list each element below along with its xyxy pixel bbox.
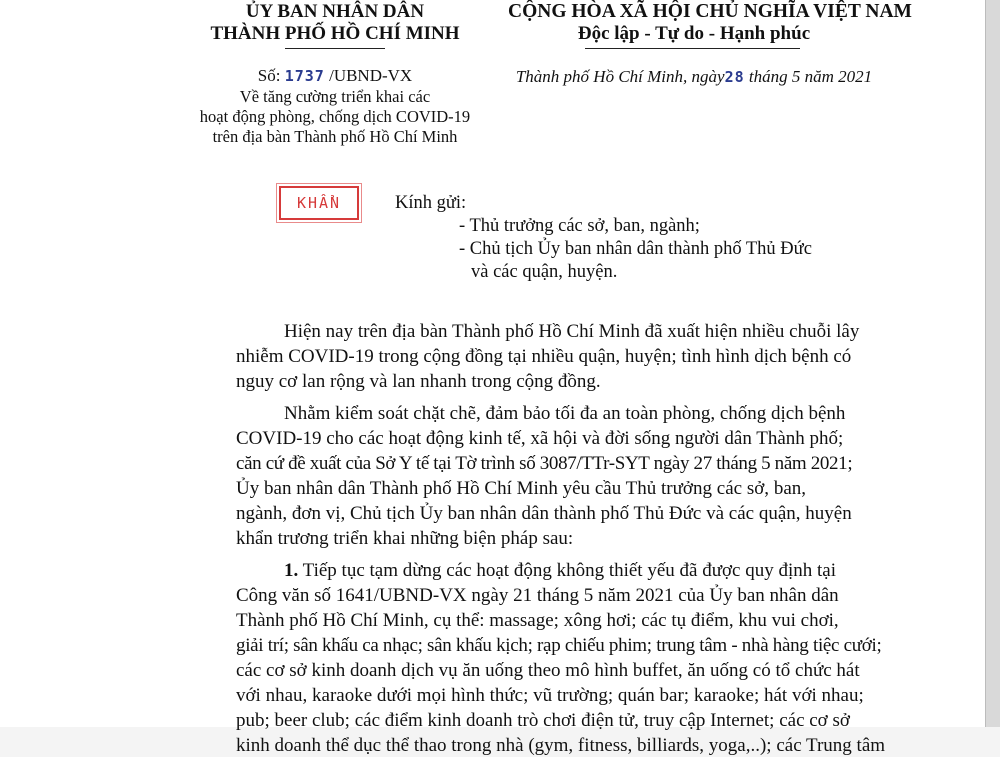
paragraph-line: giải trí; sân khấu ca nhạc; sân khấu kịch; rạp chiếu phim; trung tâm - nhà hàng tiệc cưới;	[236, 635, 882, 656]
page-edge	[985, 0, 1000, 727]
national-title: CỘNG HÒA XÃ HỘI CHỦ NGHĨA VIỆT NAM	[508, 1, 912, 22]
doc-number-handwritten: 1737	[284, 67, 325, 85]
item-number: 1.	[284, 560, 299, 581]
paragraph-line: căn cứ đề xuất của Sở Y tế tại Tờ trình số 3087/TTr-SYT ngày 27 tháng 5 năm 2021;	[236, 453, 853, 474]
paragraph-line: Nhằm kiểm soát chặt chẽ, đảm bảo tối đa an toàn phòng, chống dịch bệnh	[284, 403, 846, 424]
urgent-stamp: KHẨN	[279, 186, 359, 220]
place-date	[500, 67, 888, 87]
paragraph-line: khẩn trương triển khai những biện pháp sau:	[236, 528, 574, 549]
paragraph-line: Ủy ban nhân dân Thành phố Hồ Chí Minh yêu cầu Thủ trưởng các sở, ban,	[236, 478, 806, 499]
issuing-org-line1: ỦY BAN NHÂN DÂN	[245, 1, 425, 22]
doc-number-suffix: /UBND-VX	[324, 66, 413, 85]
paragraph-line: COVID-19 cho các hoạt động kinh tế, xã hội và đời sống người dân Thành phố;	[236, 428, 844, 449]
recipient-item: - Thủ trưởng các sở, ban, ngành;	[459, 216, 700, 236]
recipient-item: và các quận, huyện.	[471, 262, 618, 282]
subject-line: hoạt động phòng, chống dịch COVID-19	[199, 107, 471, 126]
paragraph-line: Thành phố Hồ Chí Minh, cụ thể: massage; xông hơi; các tụ điểm, khu vui chơi,	[236, 610, 839, 631]
paragraph-line: với nhau, karaoke dưới mọi hình thức; vũ trường; quán bar; karaoke; hát với nhau;	[236, 685, 864, 706]
paragraph-line: ngành, đơn vị, Chủ tịch Ủy ban nhân dân thành phố Thủ Đức và các quận, huyện	[236, 503, 852, 524]
subject-line: trên địa bàn Thành phố Hồ Chí Minh	[212, 127, 458, 146]
paragraph-line: kinh doanh thể dục thể thao trong nhà (gym, fitness, billiards, yoga,..); các Trung tâm	[236, 735, 886, 756]
place-date-after: tháng 5 năm 2021	[744, 67, 873, 86]
paragraph-line: pub; beer club; các điểm kinh doanh trò chơi điện tử, truy cập Internet; các cơ sở	[236, 710, 850, 731]
paragraph-line: nhiễm COVID-19 trong cộng đồng tại nhiều quận, huyện; tình hình dịch bệnh có	[236, 346, 852, 367]
doc-number-prefix: Số:	[257, 66, 285, 85]
recipient-item: - Chủ tịch Ủy ban nhân dân thành phố Thủ Đức	[459, 239, 812, 259]
paragraph-line: Công văn số 1641/UBND-VX ngày 21 tháng 5 năm 2021 của Ủy ban nhân dân	[236, 585, 839, 606]
document-number	[195, 66, 475, 86]
motto-underline	[585, 48, 800, 49]
paragraph-line: nguy cơ lan rộng và lan nhanh trong cộng đồng.	[236, 371, 601, 392]
handwritten-day: 28	[724, 68, 745, 86]
national-motto: Độc lập - Tự do - Hạnh phúc	[577, 23, 811, 44]
paragraph-line: Hiện nay trên địa bàn Thành phố Hồ Chí Minh đã xuất hiện nhiều chuỗi lây	[284, 321, 860, 342]
issuing-org-line2: THÀNH PHỐ HỒ CHÍ MINH	[210, 23, 460, 44]
subject-line: Về tăng cường triển khai các	[239, 87, 431, 106]
list-item-first-line	[284, 560, 837, 582]
org-underline	[285, 48, 385, 49]
place-date-before: Thành phố Hồ Chí Minh, ngày	[515, 67, 725, 86]
recipients-label: Kính gửi:	[395, 193, 467, 213]
item-text: Tiếp tục tạm dừng các hoạt động không thiết yếu đã được quy định tại	[298, 560, 837, 581]
paragraph-line: các cơ sở kinh doanh dịch vụ ăn uống theo mô hình buffet, ăn uống có tổ chức hát	[236, 660, 860, 681]
